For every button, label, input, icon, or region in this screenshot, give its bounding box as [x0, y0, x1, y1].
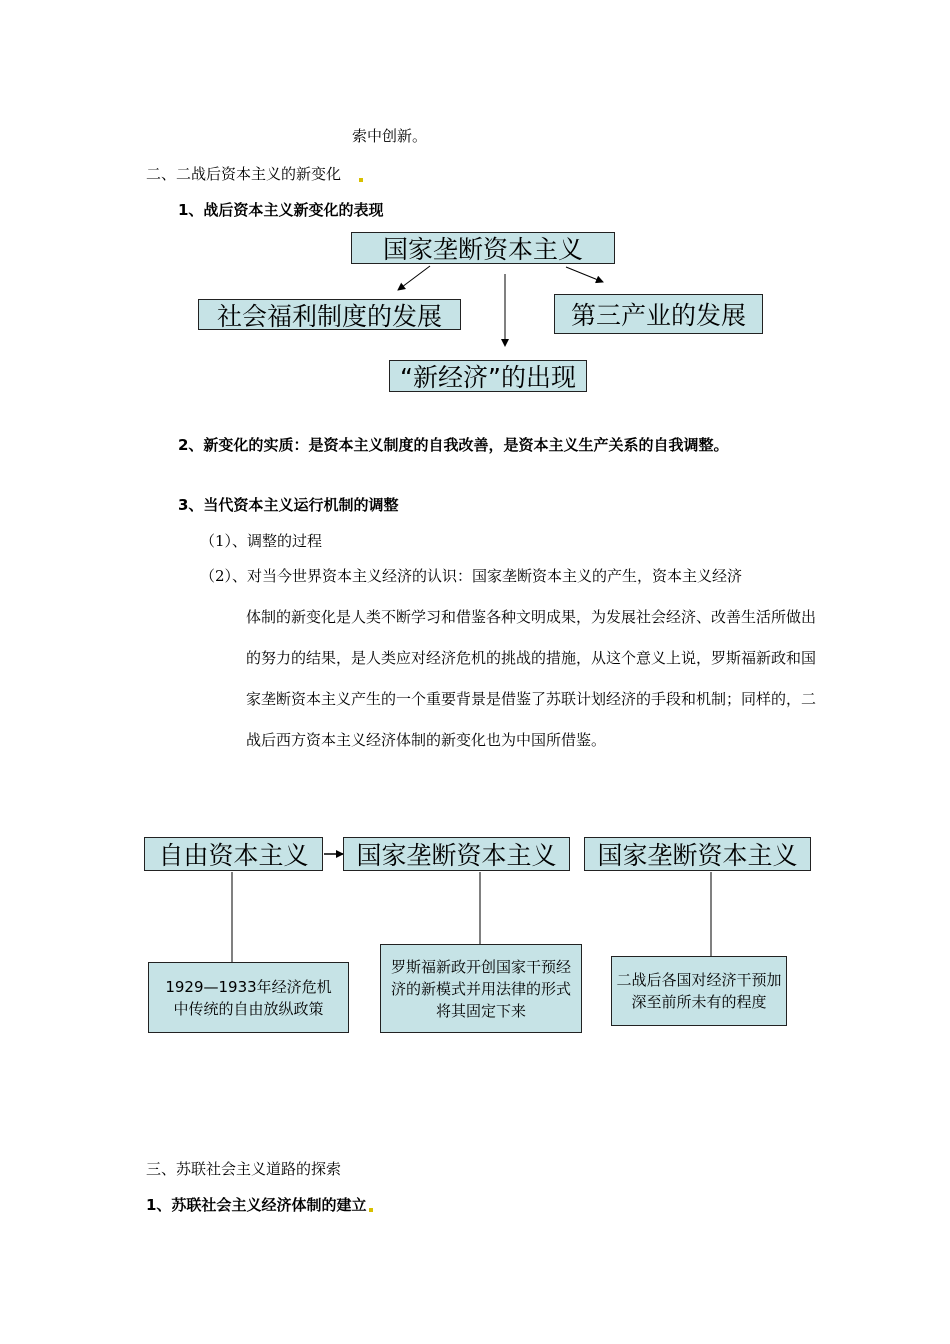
- box-state-monopoly-2: 国家垄断资本主义: [584, 837, 811, 871]
- note-economic-crisis: 1929—1933年经济危机中传统的自由放纵政策: [148, 962, 349, 1033]
- note-postwar-intervention: 二战后各国对经济干预加深至前所未有的程度: [611, 956, 787, 1026]
- item-2-first-line: [200, 566, 742, 586]
- section2-sub3: 3、当代资本主义运行机制的调整: [178, 496, 399, 514]
- arrow-to-left: [398, 266, 430, 290]
- edit-mark: [359, 178, 363, 182]
- item-2-label: （2）、对当今世界资本主义经济的认识：: [200, 567, 473, 585]
- arrow-to-right: [566, 267, 603, 282]
- item-1: （1）、调整的过程: [200, 532, 323, 550]
- box-state-monopoly-1: 国家垄断资本主义: [343, 837, 570, 871]
- section2-sub1: 1、战后资本主义新变化的表现: [178, 201, 384, 219]
- item-2-first: 国家垄断资本主义的产生，资本主义经济: [472, 567, 743, 585]
- box-free-capitalism: 自由资本主义: [144, 837, 323, 871]
- note-new-deal: 罗斯福新政开创国家干预经济的新模式并用法律的形式将其固定下来: [380, 944, 582, 1033]
- section2-heading: 二、二战后资本主义的新变化: [146, 165, 342, 183]
- box-tertiary-industry: 第三产业的发展: [554, 294, 763, 334]
- edit-mark-2: [369, 1208, 373, 1212]
- section3-sub1: 1、苏联社会主义经济体制的建立: [146, 1196, 367, 1214]
- box-new-economy: “新经济”的出现: [389, 360, 587, 392]
- section2-sub2: 2、新变化的实质：是资本主义制度的自我改善，是资本主义生产关系的自我调整。: [178, 436, 729, 454]
- item-2-body: 体制的新变化是人类不断学习和借鉴各种文明成果，为发展社会经济、改善生活所做出的努力的结果，是人类应对经济危机的挑战的措施，从这个意义上说，罗斯福新政和国家垄断资本主义产生的一个重要背景是借鉴了苏联计划经济的手段和机制；同样的，二战后西方资本主义经济体制的新变化也为中国所借鉴。: [246, 608, 817, 749]
- box-welfare-system: 社会福利制度的发展: [198, 299, 461, 330]
- intro-tail-text: 索中创新。: [352, 127, 428, 145]
- box-state-monopoly-capitalism: 国家垄断资本主义: [351, 232, 615, 264]
- section3-heading: 三、苏联社会主义道路的探索: [146, 1160, 342, 1178]
